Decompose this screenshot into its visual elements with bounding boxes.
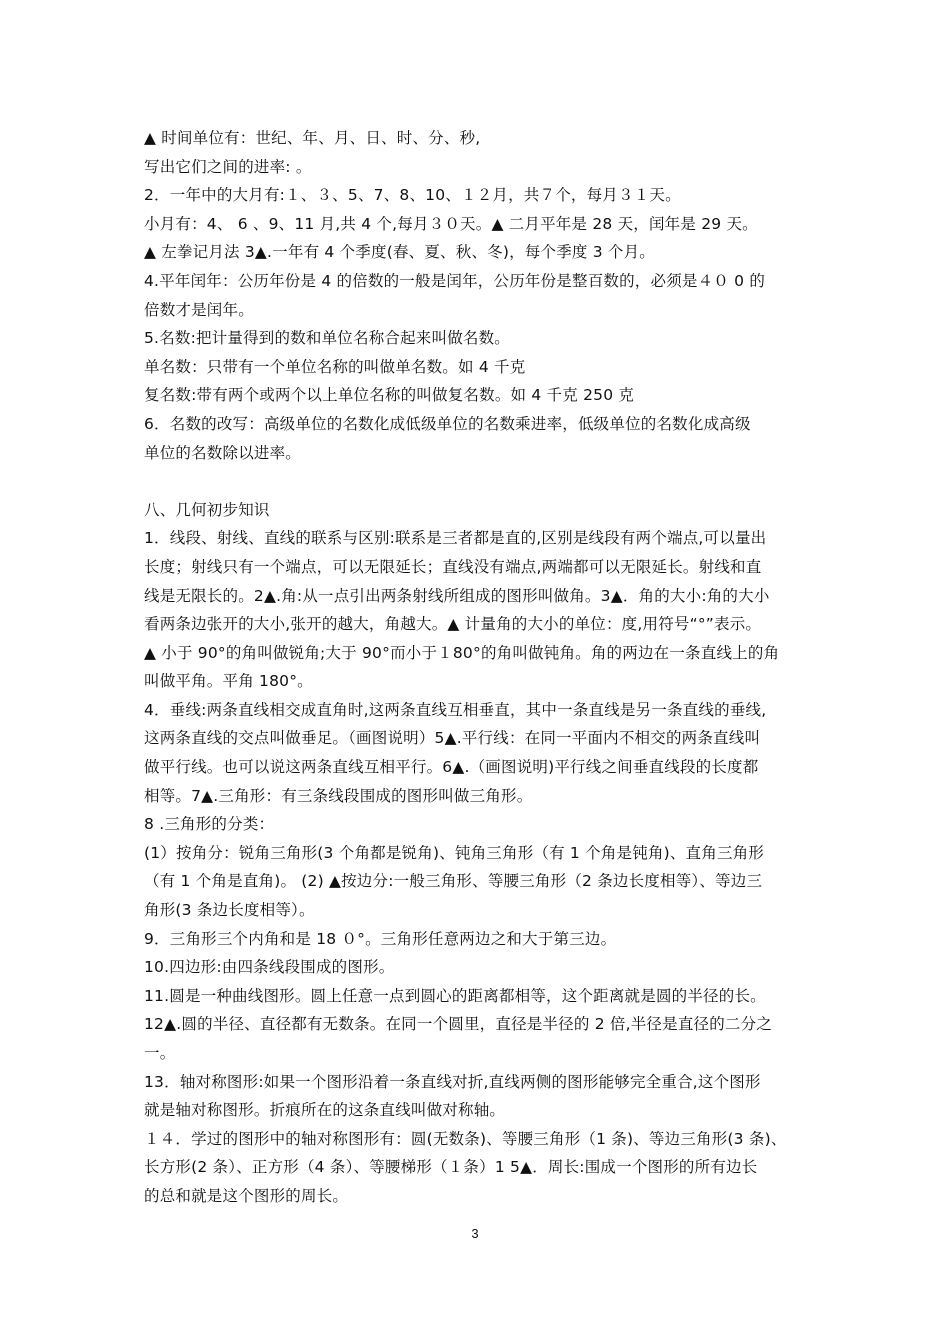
section-heading: 八、几何初步知识 — [144, 500, 270, 519]
text-line: 看两条边张开的大小,张开的越大，角越大。▲ 计量角的大小的单位：度,用符号“°”表示。 — [144, 615, 762, 634]
text-line: 写出它们之间的进率: 。 — [144, 157, 312, 176]
page-number: 3 — [471, 1226, 479, 1241]
text-line: 8 .三角形的分类： — [144, 815, 275, 834]
text-line: 倍数才是闰年。 — [144, 300, 254, 319]
text-line: （有 1 个角是直角)。 (2) ▲按边分:一般三角形、等腰三角形（2 条边长度相等）、等边三 — [144, 872, 763, 891]
document-body — [144, 124, 814, 1211]
text-line: 相等。7▲.三角形：有三条线段围成的图形叫做三角形。 — [144, 786, 533, 805]
text-line: 叫做平角。平角 180°。 — [144, 672, 313, 691]
text-line: 5.名数:把计量得到的数和单位名称合起来叫做名数。 — [144, 329, 511, 348]
text-line: 这两条直线的交点叫做垂足。（画图说明）5▲.平行线：在同一平面内不相交的两条直线叫 — [144, 729, 761, 748]
text-line: 单位的名数除以进率。 — [144, 443, 302, 462]
text-line: 长度；射线只有一个端点，可以无限延长；直线没有端点,两端都可以无限延长。射线和直 — [144, 557, 762, 576]
text-line: 2．一年中的大月有:１、３、5、7、8、10、１２月，共７个，每月３１天。 — [144, 186, 681, 205]
text-line: 9．三角形三个内角和是 18 ０°。三角形任意两边之和大于第三边。 — [144, 929, 617, 948]
text-line: 小月有：4、 6 、9、11 月,共 4 个,每月３０天。▲ 二月平年是 28 天，闰年是 29 天。 — [144, 214, 758, 233]
text-line: 4.平年闰年：公历年份是 4 的倍数的一般是闰年，公历年份是整百数的，必须是４０ 0 的 — [144, 271, 766, 290]
text-line: 单名数：只带有一个单位名称的叫做单名数。如 4 千克 — [144, 357, 526, 376]
text-line: 做平行线。也可以说这两条直线互相平行。6▲.（画图说明)平行线之间垂直线段的长度都 — [144, 758, 759, 777]
text-line: 12▲.圆的半径、直径都有无数条。在同一个圆里，直径是半径的 2 倍,半径是直径的二分之 — [144, 1015, 773, 1034]
text-line: 一。 — [144, 1044, 176, 1062]
text-line: (1）按角分：锐角三角形(3 个角都是锐角)、钝角三角形（有 1 个角是钝角)、直角三角形 — [144, 843, 765, 862]
text-line: 角形(3 条边长度相等）。 — [144, 901, 315, 920]
text-line: 4．垂线:两条直线相交成直角时,这两条直线互相垂直，其中一条直线是另一条直线的垂线, — [144, 700, 767, 719]
text-line: 10.四边形:由四条线段围成的图形。 — [144, 958, 395, 977]
text-line: 长方形(2 条）、正方形（4 条）、等腰梯形（１条）1 5▲．周长:围成一个图形的所有边长 — [144, 1158, 758, 1177]
text-line: 就是轴对称图形。折痕所在的这条直线叫做对称轴。 — [144, 1101, 506, 1120]
blank-line — [144, 467, 814, 496]
text-line: 11.圆是一种曲线图形。圆上任意一点到圆心的距离都相等，这个距离就是圆的半径的长。 — [144, 986, 766, 1005]
text-line: 1．线段、射线、直线的联系与区别:联系是三者都是直的,区别是线段有两个端点,可以量出 — [144, 529, 767, 548]
text-line: ▲ 时间单位有：世纪、年、月、日、时、分、秒, — [144, 129, 481, 147]
text-line: ▲ 小于 90°的角叫做锐角;大于 90°而小于１80°的角叫做钝角。角的两边在一条直线上的角 — [144, 643, 780, 662]
text-line: 线是无限长的。2▲.角:从一点引出两条射线所组成的图形叫做角。3▲．角的大小:角的大小 — [144, 586, 770, 605]
text-line: 13．轴对称图形:如果一个图形沿着一条直线对折,直线两侧的图形能够完全重合,这个图形 — [144, 1072, 761, 1091]
text-line: １４．学过的图形中的轴对称图形有：圆(无数条)、等腰三角形（1 条)、等边三角形(3 条)、 — [144, 1129, 787, 1148]
text-line: ▲ 左拳记月法 3▲.一年有 4 个季度(春、夏、秋、冬)，每个季度 3 个月。 — [144, 243, 656, 262]
text-line: 6．名数的改写：高级单位的名数化成低级单位的名数乘进率，低级单位的名数化成高级 — [144, 414, 751, 433]
text-line: 的总和就是这个图形的周长。 — [144, 1186, 349, 1205]
text-line: 复名数:带有两个或两个以上单位名称的叫做复名数。如 4 千克 250 克 — [144, 386, 635, 405]
